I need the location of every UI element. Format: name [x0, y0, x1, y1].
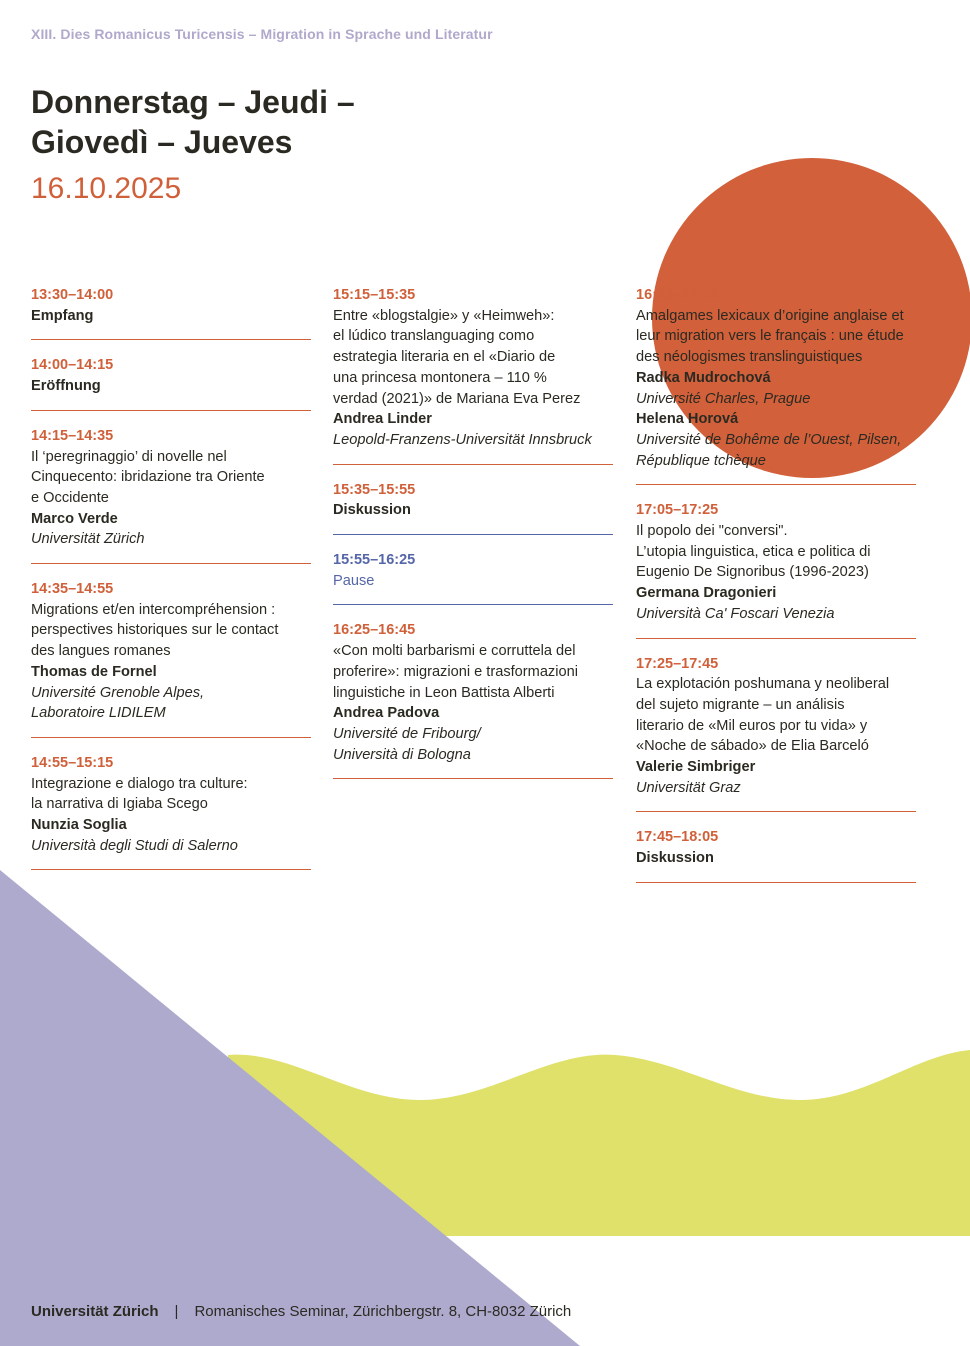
slot-title-line: Il popolo dei "conversi". — [636, 523, 788, 540]
schedule-column-2 — [333, 285, 613, 794]
slot-title-line: des néologismes translinguistiques — [636, 349, 863, 366]
slot-title-line: Amalgames lexicaux d’origine anglaise et — [636, 307, 904, 324]
schedule-slot — [636, 285, 916, 485]
day-title-line-2: Giovedì – Jueves — [31, 124, 293, 160]
schedule-slot — [31, 426, 311, 564]
schedule-slot — [636, 827, 916, 882]
footer-address: Romanisches Seminar, Zürichbergstr. 8, CH-8032 Zürich — [194, 1303, 572, 1320]
slot-affiliation: Université de Fribourg/ — [333, 725, 481, 742]
slot-speaker: Marco Verde — [31, 510, 118, 527]
slot-time: 16:25–16:45 — [333, 622, 416, 639]
footer — [31, 1303, 571, 1320]
footer-separator: | — [174, 1303, 179, 1320]
series-title: XIII. Dies Romanicus Turicensis – Migration in Sprache und Literatur — [31, 26, 493, 42]
slot-title-line: linguistiche in Leon Battista Alberti — [333, 684, 555, 701]
slot-title: Empfang — [31, 307, 94, 324]
slot-title-line: Entre «blogstalgie» y «Heimweh»: — [333, 307, 555, 324]
slot-title: Eröffnung — [31, 378, 101, 395]
schedule-slot — [31, 355, 311, 410]
schedule-column-1 — [31, 285, 311, 885]
slot-title-line: la narrativa di Igiaba Scego — [31, 796, 208, 813]
slot-time: 15:55–16:25 — [333, 552, 416, 569]
slot-speaker-2: Helena Horová — [636, 411, 739, 428]
slot-time: 15:15–15:35 — [333, 287, 416, 303]
slot-title-line: proferire»: migrazioni e trasformazioni — [333, 663, 578, 680]
slot-time: 14:55–15:15 — [31, 754, 114, 771]
slot-affiliation: Université Charles, Prague — [636, 390, 811, 407]
slot-title-line: Cinquecento: ibridazione tra Oriente — [31, 469, 265, 486]
slot-title-line: estrategia literaria en el «Diario de — [333, 349, 556, 366]
event-date: 16.10.2025 — [31, 172, 182, 205]
slot-affiliation: Université Grenoble Alpes, — [31, 684, 205, 701]
slot-time: 17:45–18:05 — [636, 829, 719, 846]
slot-title-line: Integrazione e dialogo tra culture: — [31, 775, 248, 792]
slot-title-line: Eugenio De Signoribus (1996-2023) — [636, 564, 869, 581]
slot-affiliation: Laboratoire LIDILEM — [31, 705, 166, 722]
slot-time: 14:35–14:55 — [31, 581, 114, 598]
schedule-slot — [333, 480, 613, 535]
slot-title-line: e Occidente — [31, 489, 109, 506]
slot-title: Diskussion — [636, 850, 714, 867]
slot-speaker: Radka Mudrochová — [636, 369, 771, 386]
slot-time: 17:05–17:25 — [636, 502, 719, 519]
schedule-slot — [31, 753, 311, 871]
slot-affiliation-2: République tchèque — [636, 452, 766, 469]
slot-speaker: Valerie Simbriger — [636, 759, 756, 776]
slot-title-line: «Con molti barbarismi e corruttela del — [333, 643, 576, 660]
slot-title-line: verdad (2021)» de Mariana Eva Perez — [333, 390, 581, 407]
slot-title-line: Migrations et/en intercompréhension : — [31, 601, 276, 618]
slot-title-line: del sujeto migrante – un análisis — [636, 696, 845, 713]
slot-time: 16:45–17:05 — [636, 287, 719, 303]
slot-title-line: literario de «Mil euros por tu vida» y — [636, 717, 868, 734]
slot-speaker: Nunzia Soglia — [31, 817, 127, 834]
slot-speaker: Andrea Linder — [333, 411, 432, 428]
schedule-slot — [636, 500, 916, 638]
slot-affiliation: Università Ca' Foscari Venezia — [636, 605, 835, 622]
slot-speaker: Andrea Padova — [333, 705, 440, 722]
slot-time: 13:30–14:00 — [31, 287, 114, 303]
slot-title-line: Il ‘peregrinaggio’ di novelle nel — [31, 448, 227, 465]
slot-speaker: Thomas de Fornel — [31, 663, 157, 680]
day-title — [31, 82, 355, 162]
slot-title-line: el lúdico translanguaging como — [333, 328, 535, 345]
slot-title-line: leur migration vers le français : une étude — [636, 328, 904, 345]
slot-title-line: perspectives historiques sur le contact — [31, 622, 279, 639]
schedule-slot — [31, 285, 311, 340]
schedule-slot — [333, 285, 613, 465]
slot-affiliation: Leopold-Franzens-Universität Innsbruck — [333, 431, 592, 448]
slot-time: 15:35–15:55 — [333, 481, 416, 498]
slot-title-line: des langues romanes — [31, 643, 171, 660]
slot-affiliation-2: Université de Bohême de l’Ouest, Pilsen, — [636, 431, 902, 448]
slot-title-line: L’utopia linguistica, etica e politica di — [636, 543, 871, 560]
slot-title: Diskussion — [333, 502, 411, 519]
schedule-column-3 — [636, 285, 916, 898]
slot-title-line: una princesa montonera – 110 % — [333, 369, 547, 386]
schedule-slot — [333, 550, 613, 605]
schedule-slot — [31, 579, 311, 738]
slot-affiliation: Universität Graz — [636, 779, 741, 796]
slot-title-line: «Noche de sábado» de Elia Barceló — [636, 738, 869, 755]
slot-time: 14:15–14:35 — [31, 427, 114, 444]
schedule-slot — [636, 654, 916, 813]
footer-university: Universität Zürich — [31, 1303, 159, 1320]
schedule-slot — [333, 620, 613, 779]
slot-title: Pause — [333, 572, 375, 589]
slot-time: 14:00–14:15 — [31, 357, 114, 374]
day-title-line-1: Donnerstag – Jeudi – — [31, 84, 355, 120]
slot-affiliation: Università degli Studi di Salerno — [31, 837, 238, 854]
slot-speaker: Germana Dragonieri — [636, 585, 777, 602]
slot-time: 17:25–17:45 — [636, 655, 719, 672]
slot-affiliation: Università di Bologna — [333, 746, 471, 763]
slot-affiliation: Universität Zürich — [31, 531, 145, 548]
slot-title-line: La explotación poshumana y neoliberal — [636, 676, 890, 693]
